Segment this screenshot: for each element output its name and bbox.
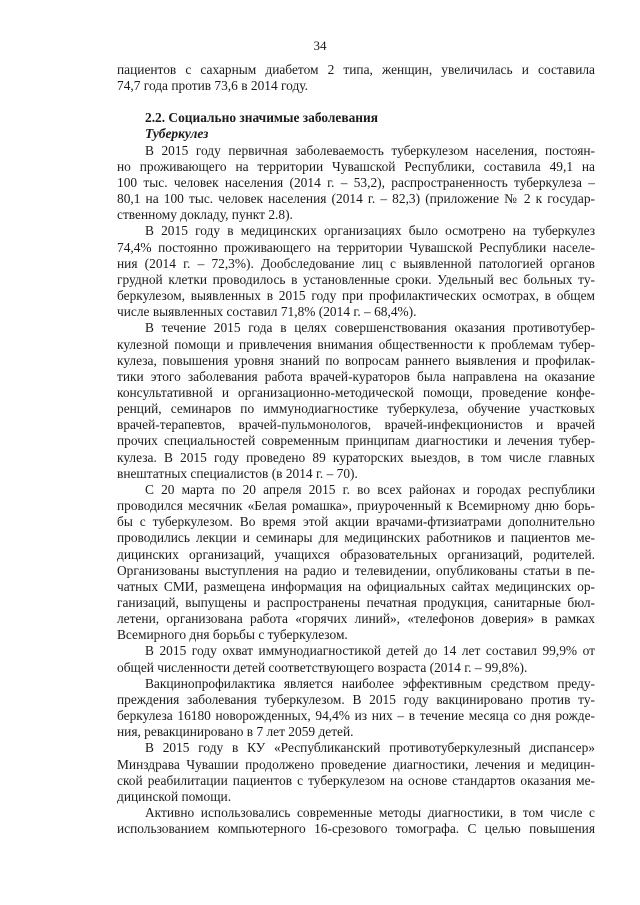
text-line: проводились лекции и семинары для медицинских работников и пациентов ме- (117, 530, 595, 546)
text-line: С 20 марта по 20 апреля 2015 г. во всех районах и городах республики (145, 481, 595, 497)
text-line: кулеза, повышения уровня знаний по вопросам раннего выявления и профилак- (117, 352, 595, 368)
text-line: Организованы выступления на радио и телевидении, опубликованы статьи в пе- (117, 562, 595, 578)
text-line: грудной клетки проводилось в установленные сроки. Удельный вес больных ту- (117, 271, 595, 287)
text-line: кулеза. В 2015 году проведено 89 кураторских выездов, в том числе главных (117, 449, 595, 465)
text-line: ской реабилитации пациентов с туберкулезом на основе стандартов оказания ме- (117, 772, 595, 788)
text-line: пациентов с сахарным диабетом 2 типа, женщин, увеличилась и составила (117, 62, 595, 77)
text-line: дицинских организаций, учащихся образовательных организаций, родителей. (117, 546, 595, 562)
paragraph (117, 643, 595, 675)
text-line: проводился месячник «Белая ромашка», приуроченный к Всемирному дню борь- (117, 498, 595, 514)
text-line: использованием компьютерного 16-срезового томографа. С целью повышения (117, 821, 595, 837)
text-line: бы с туберкулезом. Во время этой акции врачами-фтизиатрами дополнительно (117, 514, 595, 530)
text-line: летени, организована работа «горячих линий», «телефонов доверия» в рамках (117, 611, 595, 627)
paragraph (117, 805, 595, 837)
text-line: общей численности детей соответствующего возраста (2014 г. – 99,8%). (117, 659, 528, 675)
paragraphs-container (117, 143, 595, 838)
paragraph (117, 143, 595, 224)
page-number: 34 (313, 38, 327, 53)
text-line: прочих специальностей современным принципам диагностики и лечения тубер- (117, 433, 595, 449)
text-line: Минздрава Чувашии продолжено проведение диагностики, лечения и медицин- (117, 756, 595, 772)
paragraph (117, 320, 595, 482)
text-line: беркулезом, выявленных в 2015 году при профилактических осмотрах, в общем (117, 288, 595, 304)
text-line: 80,1 на 100 тыс. человек населения (2014 г. – 82,3) (приложение № 2 к государ- (117, 191, 595, 207)
text-line: Всемирного дня борьбы с туберкулезом. (117, 627, 348, 643)
paragraph (117, 482, 595, 644)
subheading: Туберкулез (145, 126, 209, 142)
text-line: ренций, семинаров по иммунодиагностике туберкулеза, обучение участковых (117, 401, 595, 417)
text-line: 100 тыс. человек населения (2014 г. – 53,2), распространенность туберкулеза – (117, 174, 595, 190)
text-line: числе выявленных составил 71,8% (2014 г. – 68,4%). (117, 304, 417, 320)
text-line: беркулеза 16180 новорожденных, 94,4% из них – в течение месяца со дня рожде- (117, 708, 595, 724)
text-line: 74,4% постоянно проживающего на территории Чувашской Республики населе- (117, 239, 595, 255)
text-line: В 2015 году первичная заболеваемость туберкулезом населения, постоян- (145, 142, 595, 158)
text-line: ния, ревакцинировано в 7 лет 2059 детей. (117, 724, 354, 740)
text-line: врачей-терапевтов, врачей-пульмонологов, врачей-инфекционистов и врачей (117, 417, 595, 433)
text-line: В 2015 году в медицинских организациях было осмотрено на туберкулез (145, 223, 595, 239)
text-line: ственному докладу, пункт 2.8). (117, 207, 293, 223)
text-line: дицинской помощи. (117, 788, 232, 804)
text-line: ния (2014 г. – 72,3%). Дообследование лиц с выявленной патологией органов (117, 255, 595, 271)
text-line: чатных СМИ, размещена информация на официальных сайтах медицинских ор- (117, 578, 595, 594)
paragraph (117, 223, 595, 320)
text-line: но проживающего на территории Чувашской Республики, составила 49,1 на (117, 158, 595, 174)
text-line: тики этого заболевания работа врачей-кураторов была направлена на оказание (117, 368, 595, 384)
text-line: В течение 2015 года в целях совершенствования оказания противотубер- (145, 320, 595, 336)
section-heading: 2.2. Социально значимые заболевания (145, 110, 378, 126)
text-line: Вакцинопрофилактика является наиболее эффективным средством преду- (145, 675, 595, 691)
text-line: Активно использовались современные методы диагностики, в том числе с (145, 805, 595, 821)
text-line: преждения заболевания туберкулезом. В 2015 году вакцинировано против ту- (117, 691, 595, 707)
paragraph (117, 740, 595, 805)
text-line: внештатных специалистов (в 2014 г. – 70). (117, 465, 358, 481)
paragraph (117, 676, 595, 741)
page-body (117, 62, 595, 837)
text-line: В 2015 году в КУ «Республиканский противотуберкулезный диспансер» (145, 740, 595, 756)
text-line: кулезной помощи и привлечения внимания общественности к проблемам тубер- (117, 336, 595, 352)
text-line: консультативной и организационно-методической помощи, проведение конфе- (117, 384, 595, 400)
text-line: В 2015 году охват иммунодиагностикой детей до 14 лет составил 99,9% от (145, 643, 595, 659)
intro-paragraph (117, 62, 595, 94)
text-line: ганизаций, выпущены и распространены печатная продукция, санитарные бюл- (117, 595, 595, 610)
text-line: 74,7 года против 73,6 в 2014 году. (117, 78, 308, 94)
